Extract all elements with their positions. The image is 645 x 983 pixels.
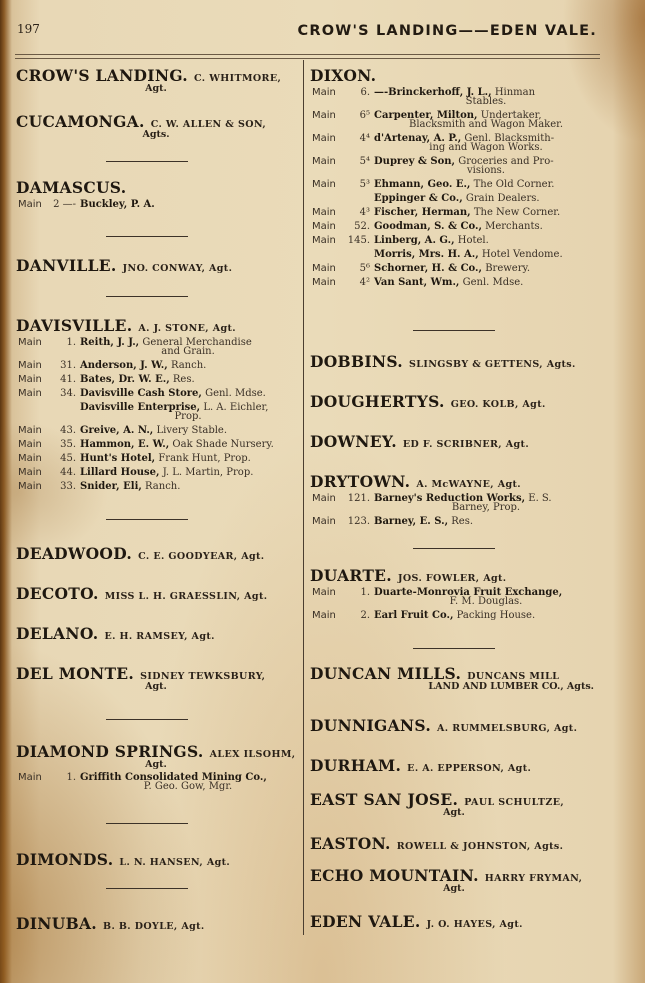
business-name: Reith, J. J., (80, 337, 140, 348)
agent-name: C. WHITMORE, (194, 73, 282, 84)
section-separator (106, 519, 188, 520)
town-entry (16, 316, 296, 493)
town-entry (310, 834, 598, 853)
agent-name: DUNCANS MILL (467, 671, 560, 682)
agent-name: PAUL SCHULTZE, (464, 797, 565, 808)
town-heading (310, 834, 598, 853)
listing-street: Main (18, 772, 42, 783)
town-name: DIXON. (310, 66, 377, 85)
town-name: DURHAM. (310, 756, 402, 775)
business-name: Lillard House, (80, 467, 160, 478)
listing-continuation: Prop. (174, 411, 202, 422)
town-entry (310, 716, 598, 735)
business-name: Davisville Cash Store, (80, 388, 202, 399)
town-name: DOUGHERTYS. (310, 392, 445, 411)
listing-number: 45. (60, 453, 76, 464)
listing-street: Main (312, 207, 336, 218)
listing-row (16, 199, 296, 211)
business-name: Duarte-Monrovia Fruit Exchange, (374, 587, 563, 598)
listing-text (80, 388, 296, 400)
listing-street: Main (18, 453, 42, 464)
listing-row (310, 610, 598, 622)
business-name: Anderson, J. W., (80, 360, 168, 371)
town-heading (310, 566, 598, 585)
town-heading (310, 716, 598, 735)
business-name: Linberg, A. G., (374, 235, 455, 246)
business-name: —-Brinckerhoff, J. L., (374, 87, 492, 98)
listing-street: Main (18, 481, 42, 492)
business-description: Grain Dealers. (465, 193, 540, 204)
town-entry (310, 790, 598, 818)
listing-continuation: and Grain. (161, 346, 215, 357)
listing-number: 41. (60, 374, 76, 385)
listing-row (16, 374, 296, 386)
town-entry (16, 742, 296, 793)
running-head: CROW'S LANDING——EDEN VALE. (297, 23, 597, 39)
agent-name: HARRY FRYMAN, (484, 873, 583, 884)
town-entry (16, 850, 296, 869)
town-entry (310, 566, 598, 622)
town-name: DUARTE. (310, 566, 392, 585)
agent-name: L. N. HANSEN, Agt. (119, 857, 231, 868)
agent-continuation: Agt. (145, 759, 167, 770)
listing-text (374, 493, 598, 514)
listing-text (374, 193, 598, 205)
town-entry (310, 866, 598, 894)
section-separator (106, 161, 188, 162)
listing-street: Main (312, 493, 336, 504)
town-name: DELANO. (16, 624, 99, 643)
agent-name: SIDNEY TEWKSBURY, (140, 671, 266, 682)
listing-number: 35. (60, 439, 76, 450)
listing-text (374, 221, 598, 233)
business-description: Genl. Blacksmith- (464, 133, 555, 144)
town-name: DIMONDS. (16, 850, 114, 869)
listing-street: Main (18, 374, 42, 385)
listing-text (374, 207, 598, 219)
business-description: Packing House. (456, 610, 536, 621)
business-description: Merchants. (485, 221, 543, 232)
listing-text (374, 277, 598, 289)
section-separator (413, 330, 495, 331)
listing-text (80, 360, 296, 372)
business-description: The Old Corner. (473, 179, 555, 190)
agent-name: E. H. RAMSEY, Agt. (104, 631, 215, 642)
listing-text (374, 263, 598, 275)
listing-row (16, 481, 296, 493)
town-entry (310, 432, 598, 451)
business-description: Hotel. (457, 235, 489, 246)
listing-street: Main (312, 235, 336, 246)
business-name: Schorner, H. & Co., (374, 263, 482, 274)
section-separator (106, 719, 188, 720)
listing-row (16, 402, 296, 423)
listing-number: 43. (60, 425, 76, 436)
town-entry (16, 624, 296, 643)
agent-name: ROWELL & JOHNSTON, Agts. (396, 841, 564, 852)
listing-row (310, 221, 598, 233)
listing-text (80, 467, 296, 479)
business-name: Davisville Enterprise, (80, 402, 201, 413)
business-name: Greive, A. N., (80, 425, 154, 436)
listing-continuation: P. Geo. Gow, Mgr. (143, 781, 233, 792)
business-description: Ranch. (145, 481, 181, 492)
listing-row (310, 249, 598, 261)
agent-name: C. E. GOODYEAR, Agt. (138, 551, 265, 562)
listing-text (374, 235, 598, 247)
listing-text (80, 772, 296, 793)
town-entry (310, 664, 598, 692)
listing-row (310, 207, 598, 219)
town-heading (310, 66, 598, 85)
agent-name: E. A. EPPERSON, Agt. (407, 763, 532, 774)
business-description: Res. (451, 516, 474, 527)
listing-row (310, 156, 598, 177)
listing-number: 4⁴ (359, 133, 370, 144)
listing-street: Main (18, 388, 42, 399)
listing-text (80, 481, 296, 493)
listing-row (310, 235, 598, 247)
listing-number: 6⁵ (359, 110, 370, 121)
town-name: CUCAMONGA. (16, 112, 145, 131)
listing-street: Main (18, 337, 42, 348)
listing-row (16, 425, 296, 437)
agent-name: MISS L. H. GRAESSLIN, Agt. (104, 591, 268, 602)
business-name: Griffith Consolidated Mining Co., (80, 772, 267, 783)
business-name: Barney's Reduction Works, (374, 493, 526, 504)
listing-number: 5⁴ (359, 156, 370, 167)
town-heading (310, 392, 598, 411)
listing-continuation: ing and Wagon Works. (429, 142, 543, 153)
listing-number: 4² (359, 277, 370, 288)
town-heading (310, 432, 598, 451)
listing-text (374, 87, 598, 108)
listing-number: 1. (360, 587, 370, 598)
business-description: Hinman (494, 87, 536, 98)
section-separator (413, 648, 495, 649)
agent-continuation: LAND AND LUMBER CO., Agts. (428, 681, 594, 692)
town-name: CROW'S LANDING. (16, 66, 188, 85)
town-name: ECHO MOUNTAIN. (310, 866, 479, 885)
business-description: L. A. Eichler, (203, 402, 269, 413)
listing-street: Main (312, 610, 336, 621)
town-entry (16, 914, 296, 933)
town-name: DEADWOOD. (16, 544, 133, 563)
business-name: Snider, Eli, (80, 481, 142, 492)
listing-row (310, 263, 598, 275)
header-rule (15, 54, 600, 59)
town-name: DUNNIGANS. (310, 716, 432, 735)
agent-name: JNO. CONWAY, Agt. (122, 263, 233, 274)
listing-number: 5³ (359, 179, 370, 190)
town-name: DECOTO. (16, 584, 99, 603)
listing-row (16, 772, 296, 793)
listing-number: 145. (347, 235, 370, 246)
listing-street: Main (312, 587, 336, 598)
listing-row (16, 439, 296, 451)
business-description: Genl. Mdse. (205, 388, 266, 399)
section-separator (106, 236, 188, 237)
business-name: Hunt's Hotel, (80, 453, 156, 464)
town-name: DOBBINS. (310, 352, 404, 371)
listing-number: 44. (60, 467, 76, 478)
listing-continuation: Blacksmith and Wagon Maker. (408, 119, 564, 130)
town-name: DANVILLE. (16, 256, 117, 275)
town-name: EDEN VALE. (310, 912, 421, 931)
listing-row (310, 110, 598, 131)
agent-name: J. O. HAYES, Agt. (426, 919, 523, 930)
town-entry (16, 178, 296, 211)
page-number: 197 (17, 22, 40, 36)
listing-street: Main (312, 263, 336, 274)
listing-row (16, 388, 296, 400)
business-name: Barney, E. S., (374, 516, 449, 527)
town-name: DRYTOWN. (310, 472, 411, 491)
agent-continuation: Agt. (443, 807, 465, 818)
listing-text (374, 110, 598, 131)
business-description: Brewery. (485, 263, 530, 274)
listing-text (80, 439, 296, 451)
listing-text (374, 610, 598, 622)
listing-row (16, 360, 296, 372)
section-separator (106, 888, 188, 889)
town-heading (16, 316, 296, 335)
town-heading (16, 850, 296, 869)
listing-number: 2. (360, 610, 370, 621)
listing-street: Main (312, 87, 336, 98)
listing-number: 33. (60, 481, 76, 492)
listing-row (310, 493, 598, 514)
town-heading (16, 256, 296, 275)
listing-continuation: F. M. Douglas. (449, 596, 523, 607)
business-description: General Merchandise (142, 337, 252, 348)
business-description: Frank Hunt, Prop. (158, 453, 251, 464)
listing-street: Main (312, 179, 336, 190)
agent-name: GEO. KOLB, Agt. (450, 399, 546, 410)
listing-row (310, 516, 598, 528)
listing-number: 1. (66, 772, 76, 783)
town-heading (16, 624, 296, 643)
listing-number: 6. (360, 87, 370, 98)
business-description: Livery Stable. (156, 425, 228, 436)
listing-street: Main (312, 156, 336, 167)
town-heading (310, 352, 598, 371)
town-heading (310, 756, 598, 775)
business-name: Carpenter, Milton, (374, 110, 478, 121)
listing-text (80, 337, 296, 358)
listing-text (374, 156, 598, 177)
listing-street: Main (312, 110, 336, 121)
town-name: DUNCAN MILLS. (310, 664, 462, 683)
listing-row (310, 179, 598, 191)
listing-continuation: visions. (467, 165, 505, 176)
listing-number: 121. (347, 493, 370, 504)
listing-row (310, 193, 598, 205)
listing-number: 34. (60, 388, 76, 399)
town-name: DEL MONTE. (16, 664, 135, 683)
agent-continuation: Agt. (145, 681, 167, 692)
agent-continuation: Agt. (443, 883, 465, 894)
listing-street: Main (18, 199, 42, 210)
town-heading (310, 472, 598, 491)
listing-street: Main (18, 425, 42, 436)
listing-row (310, 133, 598, 154)
town-heading (16, 914, 296, 933)
listing-street: Main (18, 467, 42, 478)
section-separator (413, 548, 495, 549)
listing-continuation: Stables. (465, 96, 507, 107)
business-name: Ehmann, Geo. E., (374, 179, 471, 190)
town-entry (310, 756, 598, 775)
town-name: DINUBA. (16, 914, 98, 933)
listing-text (374, 133, 598, 154)
business-description: Undertaker, (480, 110, 542, 121)
listing-row (16, 337, 296, 358)
business-description: E. S. (528, 493, 552, 504)
agent-name: ALEX ILSOHM, (209, 749, 296, 760)
agent-name: A. McWAYNE, Agt. (416, 479, 522, 490)
business-name: Goodman, S. & Co., (374, 221, 482, 232)
town-entry (310, 912, 598, 931)
business-name: Van Sant, Wm., (374, 277, 460, 288)
listing-number: 2 —- (53, 199, 76, 210)
section-separator (106, 823, 188, 824)
section-separator (106, 296, 188, 297)
listing-row (310, 87, 598, 108)
town-entry (16, 544, 296, 563)
listing-text (80, 402, 296, 423)
business-description: Res. (172, 374, 195, 385)
business-name: Fischer, Herman, (374, 207, 471, 218)
business-name: Hammon, E. W., (80, 439, 170, 450)
listing-street: Main (312, 221, 336, 232)
town-entry (16, 584, 296, 603)
business-name: Duprey & Son, (374, 156, 456, 167)
agent-continuation: Agt. (145, 83, 167, 94)
town-entry (310, 66, 598, 289)
business-name: d'Artenay, A. P., (374, 133, 462, 144)
listing-row (310, 277, 598, 289)
listing-street: Main (18, 360, 42, 371)
listing-row (16, 453, 296, 465)
listing-street: Main (18, 439, 42, 450)
listing-number: 5⁶ (359, 263, 370, 274)
listing-number: 52. (354, 221, 370, 232)
listing-continuation: Barney, Prop. (451, 502, 521, 513)
town-entry (310, 472, 598, 528)
listing-row (16, 467, 296, 479)
listing-number: 123. (347, 516, 370, 527)
business-name: Buckley, P. A. (80, 199, 155, 210)
listing-number: 31. (60, 360, 76, 371)
town-entry (16, 112, 296, 140)
town-entry (16, 256, 296, 275)
listing-text (80, 453, 296, 465)
agent-name: A. RUMMELSBURG, Agt. (437, 723, 578, 734)
listing-street: Main (312, 133, 336, 144)
business-description: J. L. Martin, Prop. (162, 467, 254, 478)
town-name: EAST SAN JOSE. (310, 790, 459, 809)
business-name: Bates, Dr. W. E., (80, 374, 170, 385)
town-entry (310, 352, 598, 371)
listing-street: Main (312, 277, 336, 288)
listing-text (80, 374, 296, 386)
business-description: Ranch. (170, 360, 207, 371)
agent-name: C. W. ALLEN & SON, (150, 119, 267, 130)
business-name: Morris, Mrs. H. A., (374, 249, 479, 260)
listing-text (374, 179, 598, 191)
listing-row (310, 587, 598, 608)
town-name: EASTON. (310, 834, 391, 853)
town-heading (310, 912, 598, 931)
listing-number: 1. (66, 337, 76, 348)
listing-number: 4³ (359, 207, 370, 218)
town-heading (16, 584, 296, 603)
listing-text (80, 199, 296, 211)
listing-street: Main (312, 516, 336, 527)
town-name: DAMASCUS. (16, 178, 127, 197)
business-description: Oak Shade Nursery. (172, 439, 274, 450)
town-entry (16, 66, 296, 94)
town-heading (16, 178, 296, 197)
column-divider (303, 60, 304, 935)
town-name: DAVISVILLE. (16, 316, 133, 335)
listing-text (374, 249, 598, 261)
business-name: Earl Fruit Co., (374, 610, 454, 621)
town-heading (16, 544, 296, 563)
town-entry (16, 664, 296, 692)
town-name: DIAMOND SPRINGS. (16, 742, 204, 761)
business-description: Genl. Mdse. (462, 277, 524, 288)
listing-text (80, 425, 296, 437)
business-description: Hotel Vendome. (481, 249, 563, 260)
town-entry (310, 392, 598, 411)
agent-name: SLINGSBY & GETTENS, Agts. (409, 359, 576, 370)
town-name: DOWNEY. (310, 432, 397, 451)
business-name: Eppinger & Co., (374, 193, 463, 204)
agent-continuation: Agts. (142, 129, 170, 140)
business-description: The New Corner. (473, 207, 561, 218)
agent-name: JOS. FOWLER, Agt. (397, 573, 507, 584)
listing-text (374, 587, 598, 608)
agent-name: B. B. DOYLE, Agt. (103, 921, 205, 932)
listing-text (374, 516, 598, 528)
agent-name: A. J. STONE, Agt. (138, 323, 237, 334)
business-description: Groceries and Pro- (458, 156, 554, 167)
agent-name: ED F. SCRIBNER, Agt. (402, 439, 530, 450)
